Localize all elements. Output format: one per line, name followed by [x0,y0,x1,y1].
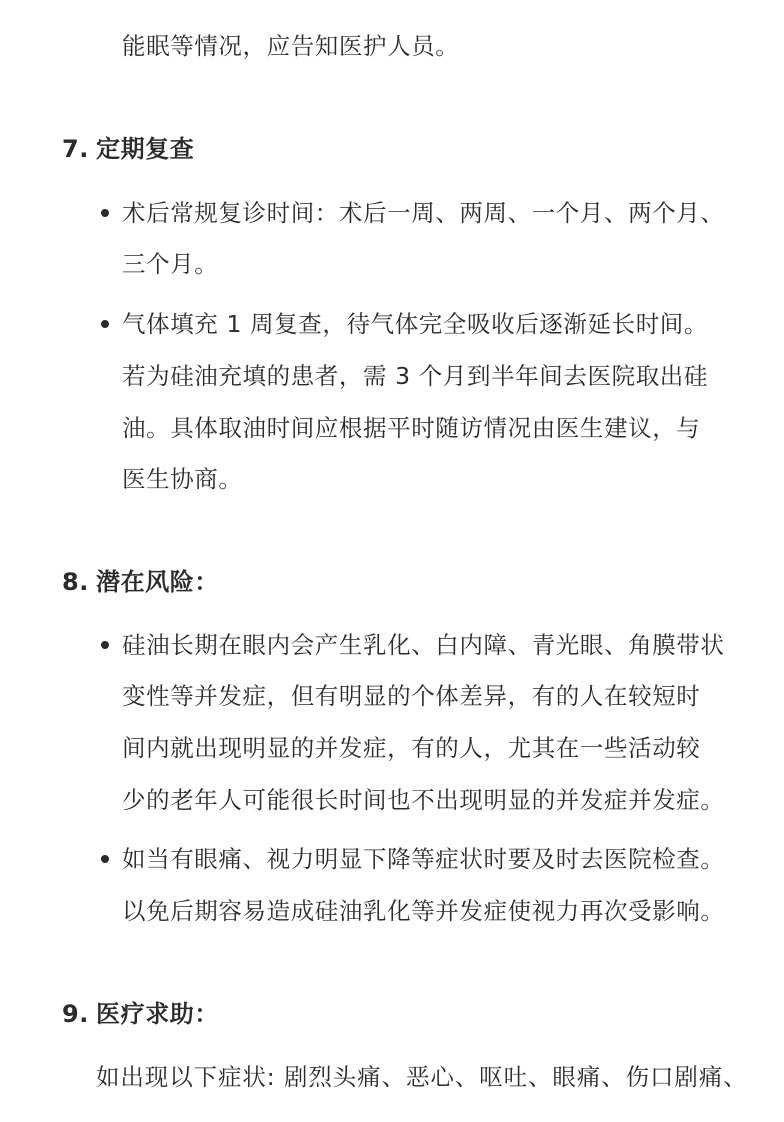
section-7-title: 定期复查 [96,135,195,163]
section-7-item-1-line-2: 三个月。 [122,250,219,278]
section-8-heading [62,566,219,598]
bullet-dot [101,855,109,863]
section-9-heading [62,998,219,1030]
section-8-item-1-line-3: 间内就出现明显的并发症，有的人，尤其在一些活动较 [122,734,701,762]
bullet-dot [101,641,109,649]
section-8-item-1-line-2: 变性等并发症，但有明显的个体差异，有的人在较短时 [122,682,701,710]
section-7-heading [62,133,194,165]
section-7-number: 7. [62,135,90,163]
section-7-item-1-line-1: 术后常规复诊时间：术后一周、两周、一个月、两个月、 [122,199,725,227]
section-8-title: 潜在风险： [96,568,219,596]
section-8-item-1-line-4: 少的老年人可能很长时间也不出现明显的并发症并发症。 [122,786,725,814]
section-7-item-2-line-2: 若为硅油充填的患者，需 3 个月到半年间去医院取出硅 [122,362,708,390]
section-7-item-2-line-1: 气体填充 1 周复查，待气体完全吸收后逐渐延长时间。 [122,310,708,338]
section-8-item-1-line-1: 硅油长期在眼内会产生乳化、白内障、青光眼、角膜带状 [122,631,725,659]
section-7-item-2-line-3: 油。具体取油时间应根据平时随访情况由医生建议，与 [122,414,701,442]
section-8-number: 8. [62,568,90,596]
section-9-number: 9. [62,1000,90,1028]
bullet-dot [101,209,109,217]
intro-tail-text: 能眠等情况，应告知医护人员。 [122,32,460,60]
section-7-item-2-line-4: 医生协商。 [122,465,243,493]
section-8-item-2-line-2: 以免后期容易造成硅油乳化等并发症使视力再次受影响。 [122,897,725,925]
bullet-dot [101,320,109,328]
section-9-title: 医疗求助： [96,1000,219,1028]
section-8-item-2-line-1: 如当有眼痛、视力明显下降等症状时要及时去医院检查。 [122,845,725,873]
section-9-paragraph: 如出现以下症状: 剧烈头痛、恶心、呕吐、眼痛、伤口剧痛、 [96,1063,748,1091]
